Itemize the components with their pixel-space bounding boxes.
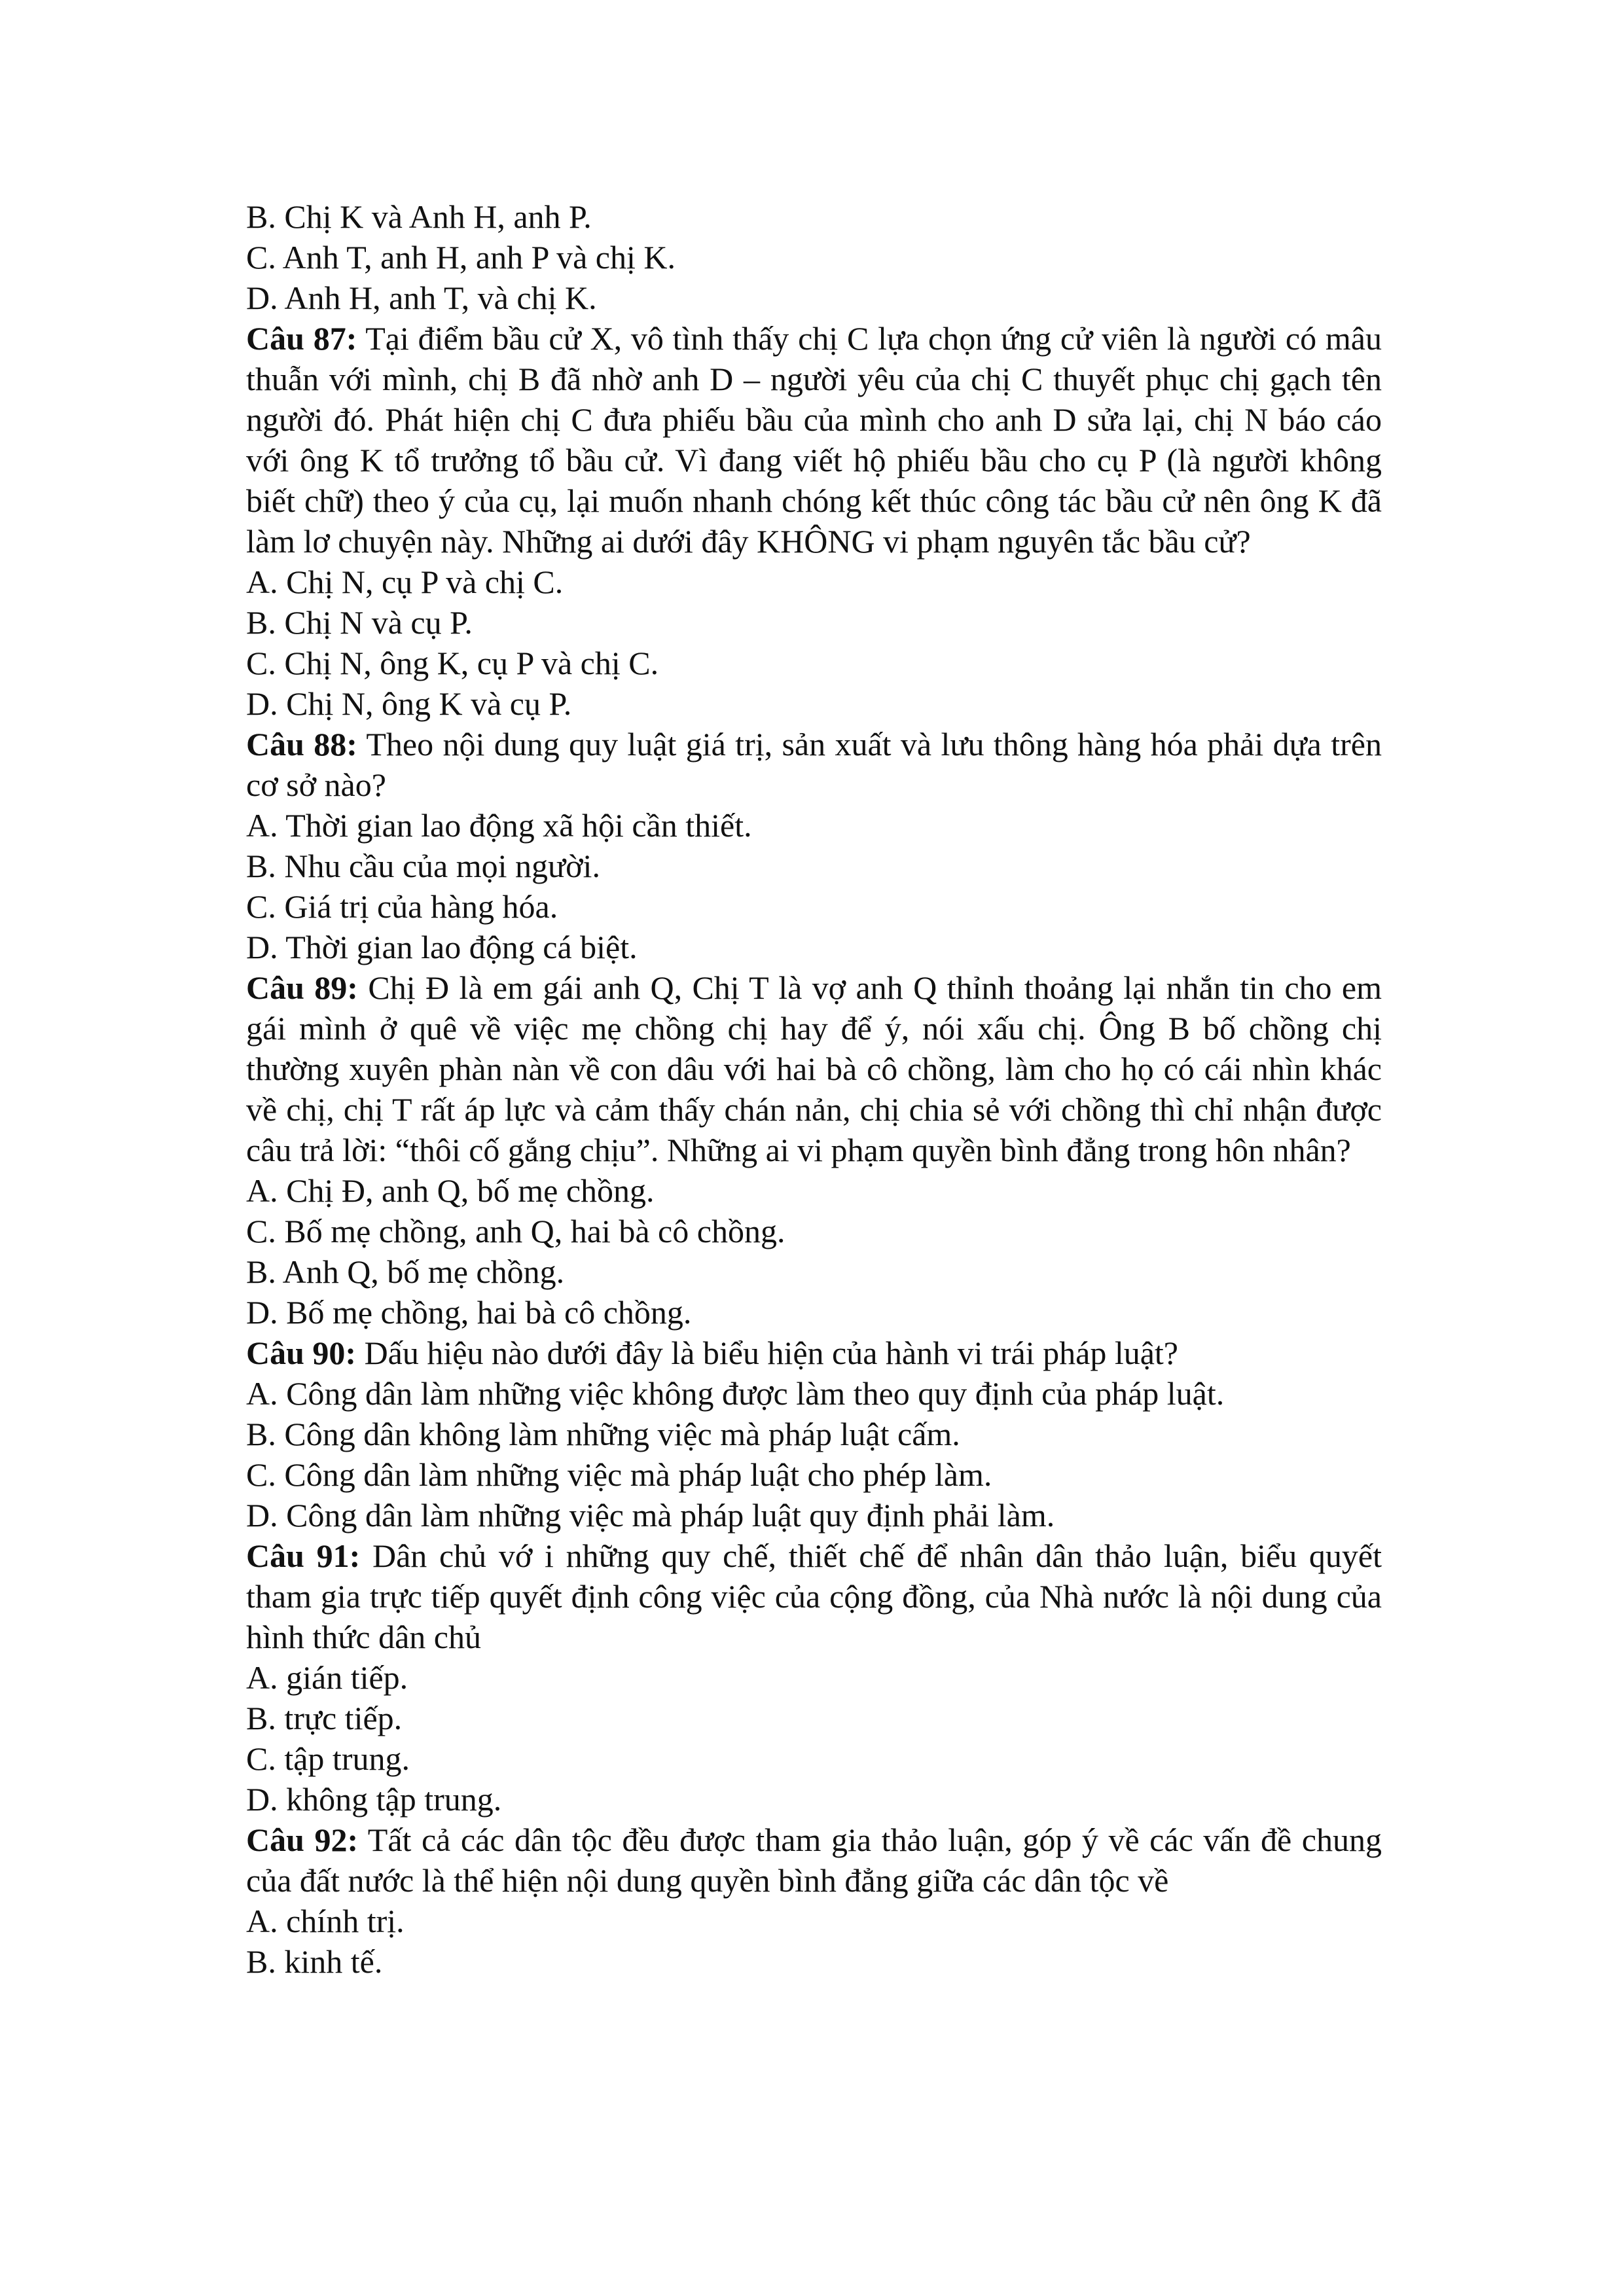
answer-option: D. Anh H, anh T, và chị K. — [246, 279, 597, 316]
answer-option: B. Chị K và Anh H, anh P. — [246, 198, 592, 235]
question-text: Chị Đ là em gái anh Q, Chị T là vợ anh Q thỉnh thoảng lại nhắn tin cho em gái mình ở quê về việc mẹ chồng chị hay để ý, nói xấu chị. Ông B bố chồng chị thường xuyên phàn nàn về con dâu với hai bà cô chồng, làm cho họ có cái nhìn khác về chị, chị T rất áp lực và cảm thấy chán nản, chị chia sẻ với chồng thì chỉ nhận được câu trả lời: “thôi cố gắng chịu”. Những ai vi phạm quyền bình đẳng trong hôn nhân? — [246, 969, 1382, 1168]
answer-option: D. Bố mẹ chồng, hai bà cô chồng. — [246, 1294, 692, 1331]
answer-option: A. Chị Đ, anh Q, bố mẹ chồng. — [246, 1172, 655, 1209]
answer-option: A. gián tiếp. — [246, 1659, 408, 1696]
question-92 — [246, 1820, 1382, 1901]
answer-option: C. Anh T, anh H, anh P và chị K. — [246, 239, 676, 276]
question-label: Câu 90: — [246, 1335, 357, 1371]
question-label: Câu 92: — [246, 1821, 359, 1858]
page-content — [246, 196, 1382, 1982]
question-label: Câu 88: — [246, 726, 357, 762]
question-text: Tất cả các dân tộc đều được tham gia thảo luận, góp ý về các vấn đề chung của đất nước là thể hiện nội dung quyền bình đẳng giữa các dân tộc về — [246, 1821, 1382, 1899]
question-text: Dấu hiệu nào dưới đây là biểu hiện của hành vi trái pháp luật? — [364, 1335, 1178, 1371]
question-89 — [246, 967, 1382, 1170]
answer-option: B. Anh Q, bố mẹ chồng. — [246, 1253, 565, 1290]
answer-option: C. Công dân làm những việc mà pháp luật cho phép làm. — [246, 1456, 992, 1493]
question-text: Tại điểm bầu cử X, vô tình thấy chị C lựa chọn ứng cử viên là người có mâu thuẫn với mình, chị B đã nhờ anh D – người yêu của chị C thuyết phục chị gạch tên người đó. Phát hiện chị C đưa phiếu bầu của mình cho anh D sửa lại, chị N báo cáo với ông K tổ trưởng tổ bầu cử. Vì đang viết hộ phiếu bầu cho cụ P (là người không biết chữ) theo ý của cụ, lại muốn nhanh chóng kết thúc công tác bầu cử nên ông K đã làm lơ chuyện này. Những ai dưới đây KHÔNG vi phạm nguyên tắc bầu cử? — [246, 320, 1382, 560]
question-label: Câu 89: — [246, 969, 358, 1006]
answer-option: C. Chị N, ông K, cụ P và chị C. — [246, 645, 659, 681]
answer-option: C. Giá trị của hàng hóa. — [246, 888, 558, 925]
question-label: Câu 91: — [246, 1537, 361, 1574]
answer-option: B. kinh tế. — [246, 1943, 383, 1980]
question-text: Theo nội dung quy luật giá trị, sản xuất và lưu thông hàng hóa phải dựa trên cơ sở nào? — [246, 726, 1382, 803]
answer-option: C. Bố mẹ chồng, anh Q, hai bà cô chồng. — [246, 1213, 785, 1249]
answer-option: D. Chị N, ông K và cụ P. — [246, 685, 572, 722]
answer-option: A. Thời gian lao động xã hội cần thiết. — [246, 807, 752, 844]
answer-option: A. chính trị. — [246, 1903, 405, 1939]
question-90 — [246, 1333, 1382, 1373]
answer-option: C. tập trung. — [246, 1740, 410, 1777]
answer-option: B. trực tiếp. — [246, 1700, 403, 1736]
question-91 — [246, 1535, 1382, 1657]
answer-option: B. Nhu cầu của mọi người. — [246, 848, 600, 884]
question-88 — [246, 724, 1382, 805]
answer-option: B. Công dân không làm những việc mà pháp luật cấm. — [246, 1416, 960, 1452]
question-text: Dân chủ vớ i những quy chế, thiết chế để nhân dân thảo luận, biểu quyết tham gia trực tiếp quyết định công việc của cộng đồng, của Nhà nước là nội dung của hình thức dân chủ — [246, 1537, 1382, 1655]
answer-option: A. Chị N, cụ P và chị C. — [246, 564, 564, 600]
answer-option: D. Công dân làm những việc mà pháp luật quy định phải làm. — [246, 1497, 1055, 1534]
question-87 — [246, 318, 1382, 562]
answer-option: D. không tập trung. — [246, 1781, 502, 1818]
answer-option: D. Thời gian lao động cá biệt. — [246, 929, 638, 965]
question-label: Câu 87: — [246, 320, 357, 357]
answer-option: A. Công dân làm những việc không được làm theo quy định của pháp luật. — [246, 1375, 1225, 1412]
answer-option: B. Chị N và cụ P. — [246, 604, 473, 641]
